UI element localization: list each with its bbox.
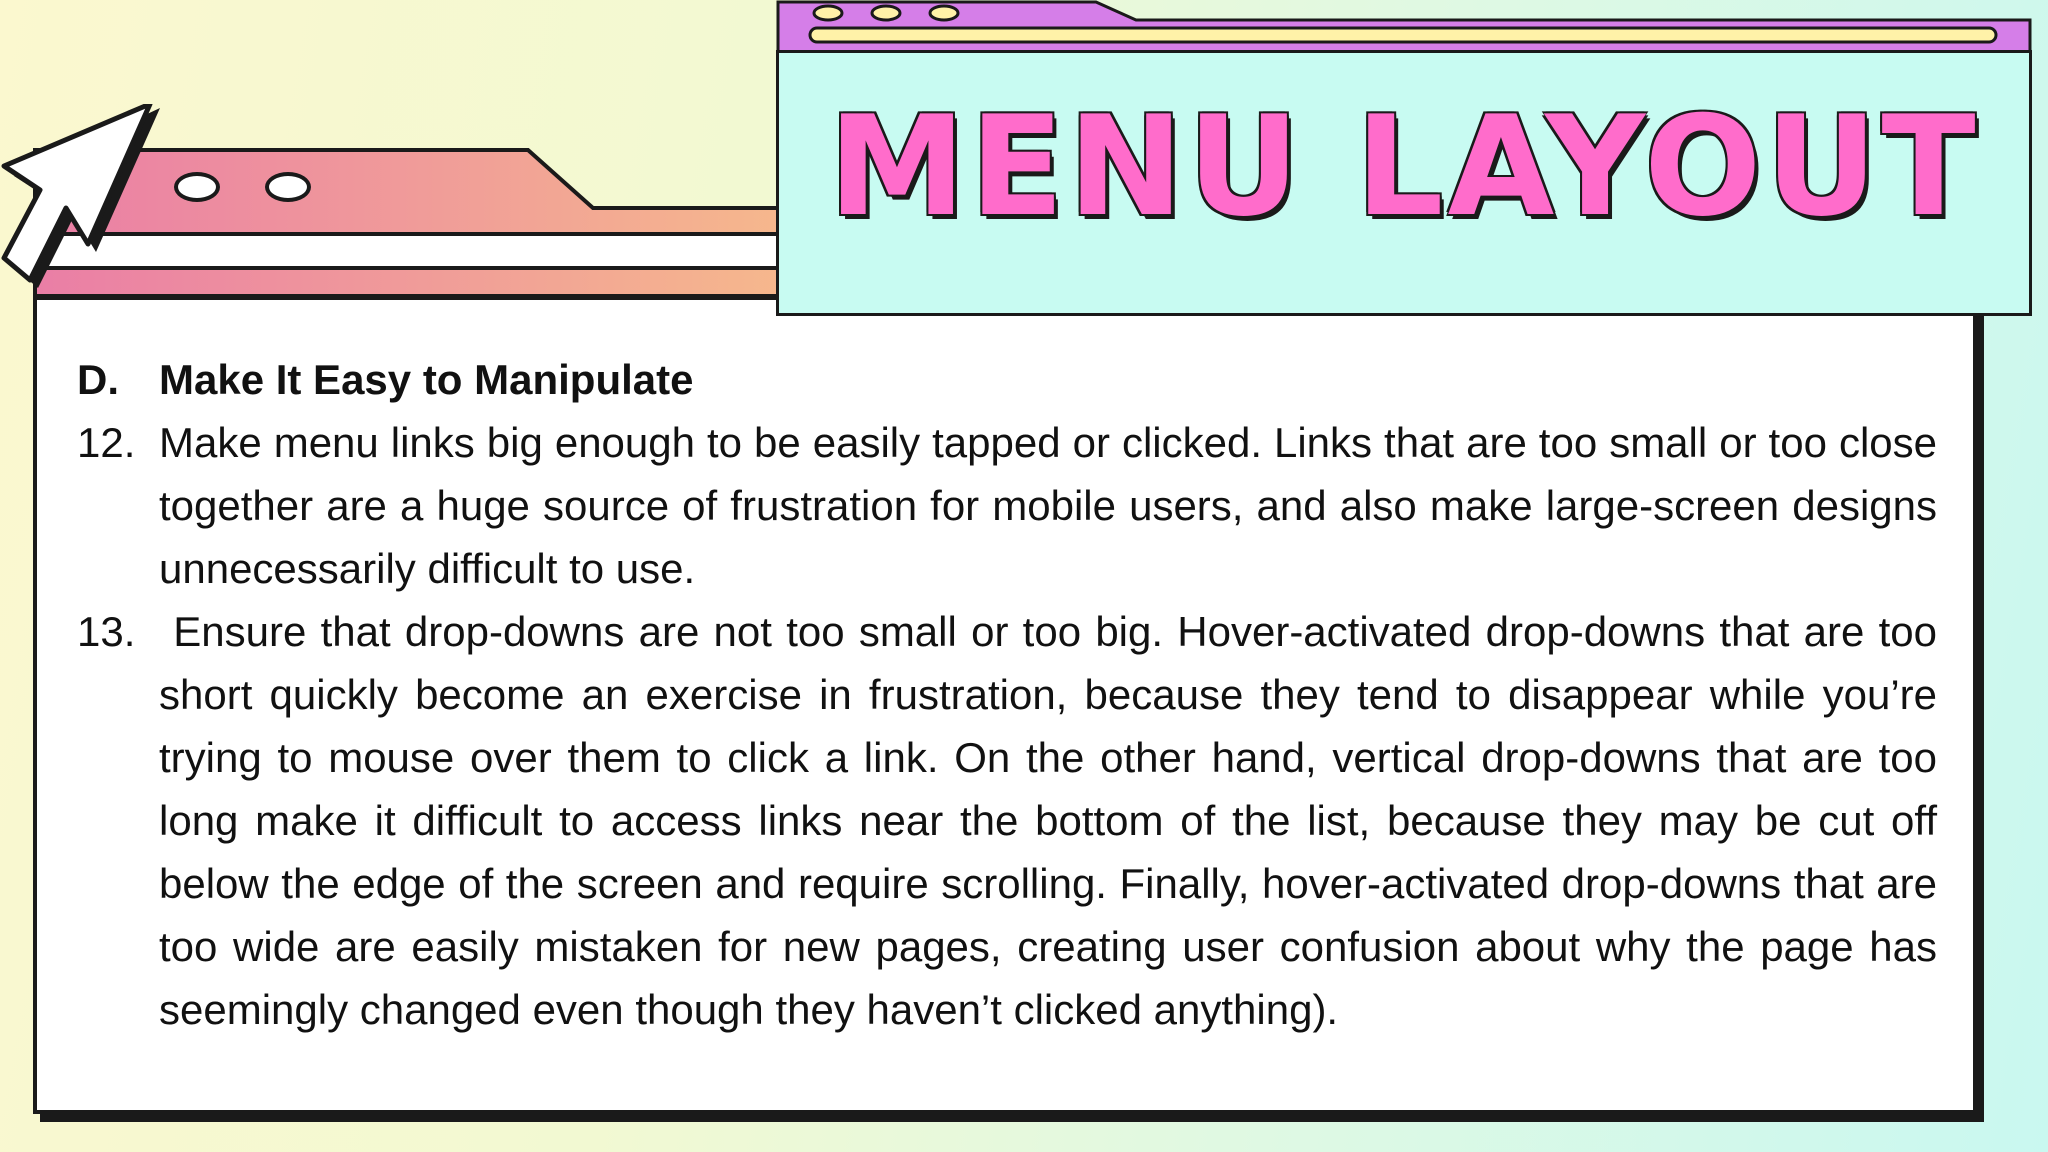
main-content-window bbox=[33, 296, 1977, 1114]
list-item bbox=[77, 600, 1949, 1041]
list-item-number: 13. bbox=[77, 608, 136, 655]
section-heading-text: Make It Easy to Manipulate bbox=[159, 356, 694, 403]
content-area bbox=[77, 348, 1949, 1041]
list-item-text: Make menu links big enough to be easily tapped or clicked. Links that are too small or too close together are a huge source of frustration for mobile users, and also make large-screen designs unnecessarily difficult to use. bbox=[159, 419, 1937, 592]
section-marker: D. bbox=[77, 356, 119, 403]
cursor-arrow-icon bbox=[0, 104, 170, 304]
window-dot-icon bbox=[174, 172, 220, 202]
title-window bbox=[776, 0, 2032, 316]
list-item-text: Ensure that drop-downs are not too small or too big. Hover-activated drop-downs that are too short quickly become an exercise in frustration, because they tend to disappear while you’re trying to mouse over them to click a link. On the other hand, vertical drop-downs that are too long make it difficult to access links near the bottom of the list, because they may be cut off below the edge of the screen and require scrolling. Finally, hover-activated drop-downs that are too wide are easily mistaken for new pages, creating user confusion about why the page has seemingly changed even though they haven’t clicked anything). bbox=[159, 608, 1949, 1033]
list-item-number: 12. bbox=[77, 419, 136, 466]
title-window-bar bbox=[776, 0, 2032, 54]
section-heading bbox=[77, 348, 1937, 411]
window-dot-icon bbox=[265, 172, 311, 202]
page-title: MENU LAYOUT bbox=[828, 86, 1980, 247]
list-item bbox=[77, 411, 1937, 600]
